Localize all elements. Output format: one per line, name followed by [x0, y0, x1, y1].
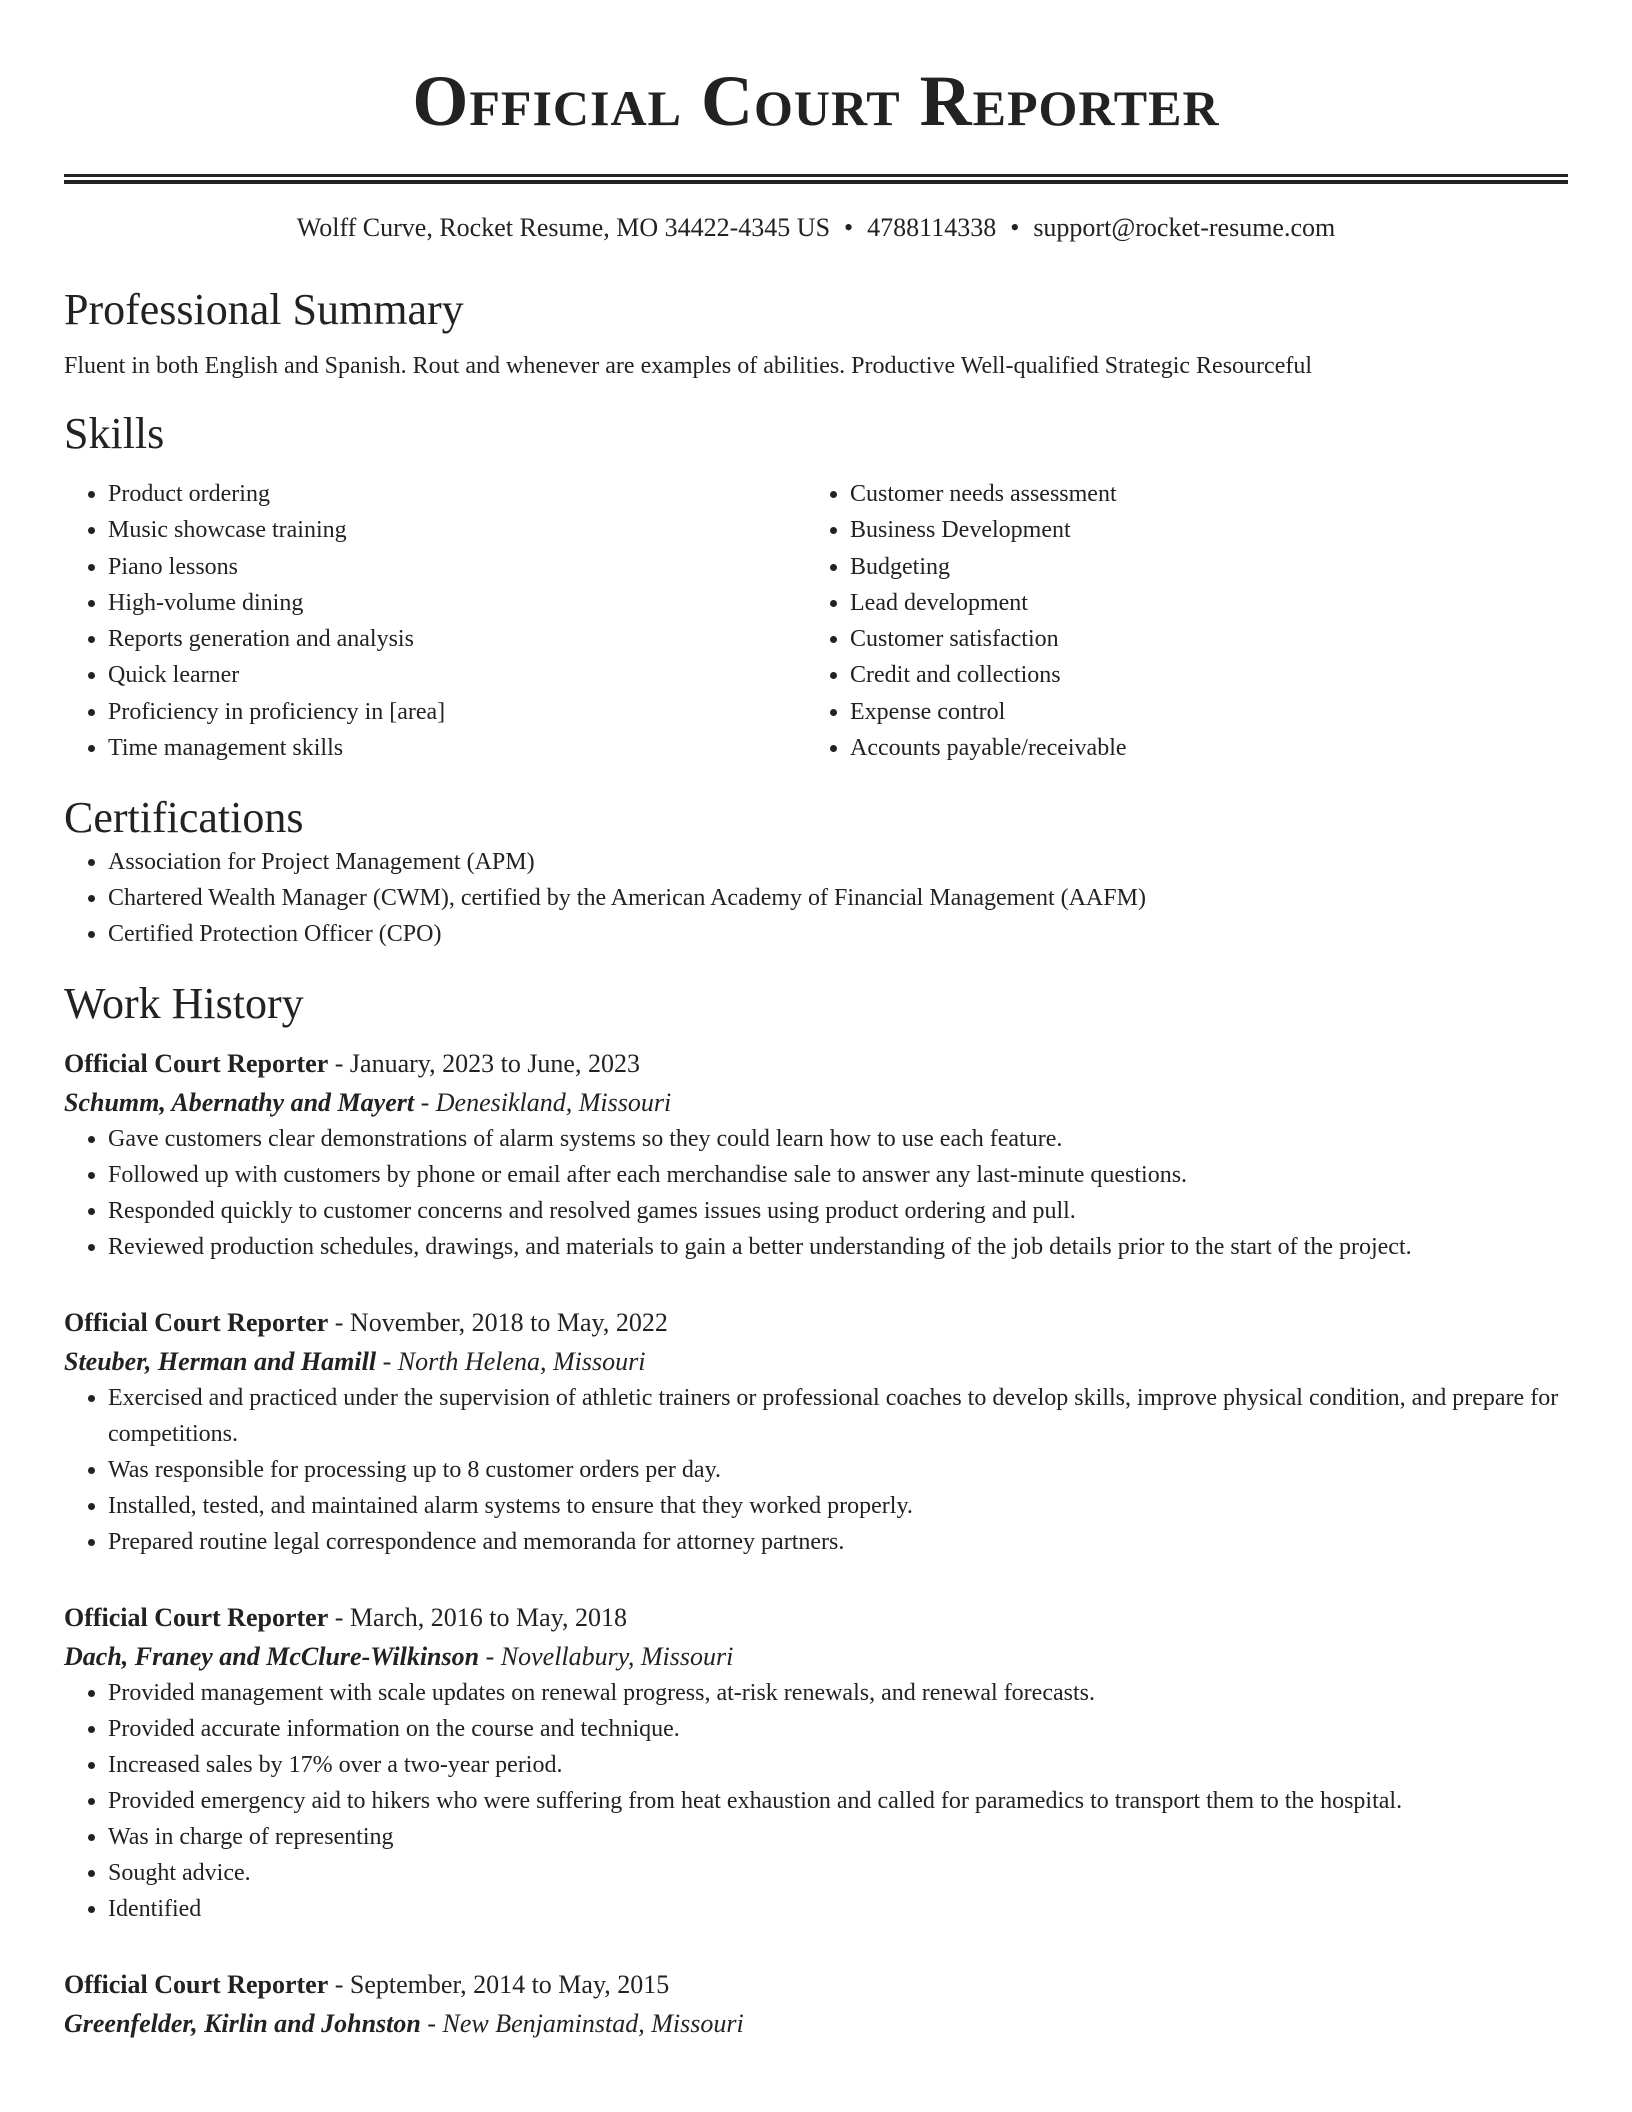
skill-item: • Budgeting [850, 549, 1548, 585]
job-bullet: • Installed, tested, and maintained alarm systems to ensure that they worked properly. [108, 1488, 1568, 1524]
job-title-line [64, 1046, 1568, 1082]
section-heading-skills: Skills [64, 409, 165, 458]
job-entry [64, 1600, 1568, 1927]
skill-item: • Proficiency in proficiency in [area] [108, 694, 806, 730]
skill-item: • Credit and collections [850, 657, 1548, 693]
skill-item: • Product ordering [108, 476, 806, 512]
skills-list-right [806, 476, 1548, 766]
job-bullet: • Responded quickly to customer concerns and resolved games issues using product ordering and pull. [108, 1193, 1568, 1229]
skill-item: • Business Development [850, 512, 1548, 548]
job-company: Schumm, Abernathy and Mayert [64, 1088, 415, 1118]
job-bullet-list [64, 1675, 1568, 1927]
skill-item: • Time management skills [108, 730, 806, 766]
job-bullet-list [64, 1121, 1568, 1265]
skill-item: • Expense control [850, 694, 1548, 730]
job-bullet: • Increased sales by 17% over a two-year period. [108, 1747, 1568, 1783]
job-bullet: • Followed up with customers by phone or email after each merchandise sale to answer any last-minute questions. [108, 1157, 1568, 1193]
job-entry [64, 1046, 1568, 1265]
job-bullet: • Reviewed production schedules, drawings, and materials to gain a better understanding of the job details prior to the start of the project. [108, 1229, 1568, 1265]
job-bullet: • Provided accurate information on the course and technique. [108, 1711, 1568, 1747]
job-title-line [64, 1305, 1568, 1341]
work-history-list [64, 1046, 1568, 2042]
contact-separator: • [844, 213, 854, 242]
skill-item: • Accounts payable/receivable [850, 730, 1548, 766]
job-title: Official Court Reporter [64, 1970, 329, 2000]
job-bullet: • Exercised and practiced under the supervision of athletic trainers or professional coaches to develop skills, improve physical condition, and prepare for competitions. [108, 1380, 1568, 1452]
job-location-separator: - [376, 1347, 398, 1377]
contact-separator: • [1010, 213, 1020, 242]
header-double-rule [64, 174, 1568, 184]
job-title: Official Court Reporter [64, 1308, 329, 1338]
skill-item: • Music showcase training [108, 512, 806, 548]
skills-columns [64, 476, 1568, 766]
contact-phone: 4788114338 [867, 213, 997, 242]
job-title: Official Court Reporter [64, 1049, 329, 1079]
resume-content [64, 0, 1568, 2042]
job-entry [64, 1967, 1568, 2042]
job-location: North Helena, Missouri [397, 1347, 646, 1377]
job-company-line [64, 2006, 1568, 2042]
job-dates-separator: - [328, 1308, 350, 1338]
job-bullet: • Gave customers clear demonstrations of alarm systems so they could learn how to use each feature. [108, 1121, 1568, 1157]
job-dates: September, 2014 to May, 2015 [349, 1970, 670, 2000]
job-bullet: • Identified [108, 1891, 1568, 1927]
contact-email: support@rocket-resume.com [1033, 213, 1336, 242]
job-location: Denesikland, Missouri [435, 1088, 672, 1118]
contact-address: Wolff Curve, Rocket Resume, MO 34422-4345 US [296, 213, 831, 242]
job-bullet: • Prepared routine legal correspondence and memoranda for attorney partners. [108, 1524, 1568, 1560]
job-company-line [64, 1639, 1568, 1675]
job-company-line [64, 1085, 1568, 1121]
job-company: Greenfelder, Kirlin and Johnston [64, 2009, 421, 2039]
contact-line [64, 212, 1568, 244]
job-bullet: • Provided management with scale updates on renewal progress, at-risk renewals, and renewal forecasts. [108, 1675, 1568, 1711]
job-company: Dach, Franey and McClure-Wilkinson [64, 1642, 480, 1672]
certification-item: • Certified Protection Officer (CPO) [108, 916, 1568, 952]
job-dates: November, 2018 to May, 2022 [349, 1308, 668, 1338]
job-entry [64, 1305, 1568, 1560]
resume-name: Official Court Reporter [412, 61, 1220, 141]
job-bullet: • Sought advice. [108, 1855, 1568, 1891]
job-bullet: • Provided emergency aid to hikers who were suffering from heat exhaustion and called for paramedics to transport them to the hospital. [108, 1783, 1568, 1819]
job-bullet: • Was in charge of representing [108, 1819, 1568, 1855]
job-dates: March, 2016 to May, 2018 [349, 1603, 627, 1633]
job-location-separator: - [420, 2009, 443, 2039]
skills-column-right [806, 476, 1548, 766]
job-title-line [64, 1600, 1568, 1636]
certifications-list [64, 844, 1568, 952]
job-location-separator: - [479, 1642, 501, 1672]
job-title-line [64, 1967, 1568, 2003]
skill-item: • Quick learner [108, 657, 806, 693]
section-heading-work-history: Work History [64, 979, 304, 1029]
certification-item: • Chartered Wealth Manager (CWM), certified by the American Academy of Financial Management (AAFM) [108, 880, 1568, 916]
job-location: Novellabury, Missouri [500, 1642, 734, 1672]
job-bullet-list [64, 1380, 1568, 1560]
skills-list-left [64, 476, 806, 766]
certification-item: • Association for Project Management (APM) [108, 844, 1568, 880]
job-dates-separator: - [328, 1049, 350, 1079]
section-heading-summary: Professional Summary [64, 285, 464, 334]
summary-text: Fluent in both English and Spanish. Rout and whenever are examples of abilities. Productive Well-qualified Strategic Resourceful [64, 353, 1312, 379]
skill-item: • High-volume dining [108, 585, 806, 621]
job-dates: January, 2023 to June, 2023 [349, 1049, 640, 1079]
job-company: Steuber, Herman and Hamill [64, 1347, 377, 1377]
section-heading-certifications: Certifications [64, 793, 304, 843]
skill-item: • Piano lessons [108, 549, 806, 585]
job-dates-separator: - [328, 1970, 350, 2000]
job-bullet: • Was responsible for processing up to 8 customer orders per day. [108, 1452, 1568, 1488]
skill-item: • Reports generation and analysis [108, 621, 806, 657]
skills-column-left [64, 476, 806, 766]
skill-item: • Lead development [850, 585, 1548, 621]
skill-item: • Customer satisfaction [850, 621, 1548, 657]
skill-item: • Customer needs assessment [850, 476, 1548, 512]
job-location: New Benjaminstad, Missouri [442, 2009, 744, 2039]
job-title: Official Court Reporter [64, 1603, 329, 1633]
job-dates-separator: - [328, 1603, 350, 1633]
job-company-line [64, 1344, 1568, 1380]
job-location-separator: - [414, 1088, 436, 1118]
